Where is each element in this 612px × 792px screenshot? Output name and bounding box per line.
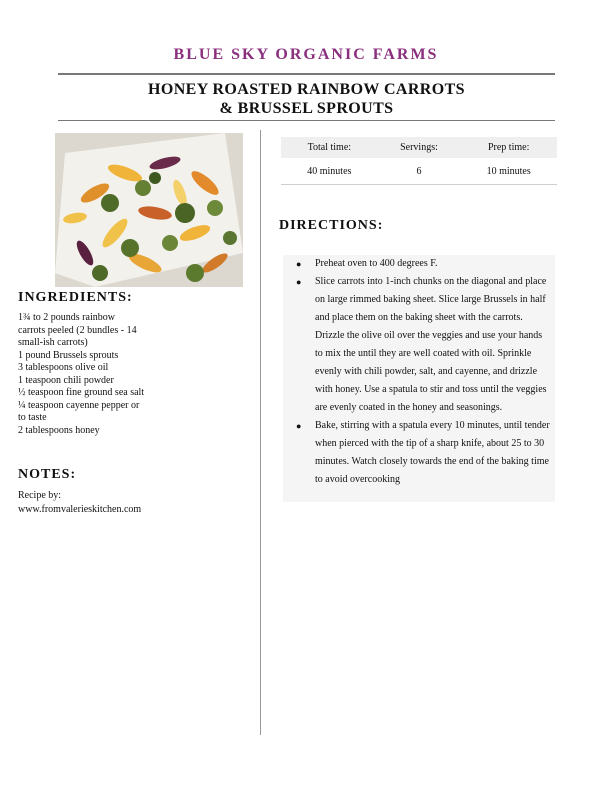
- roasted-vegetables-image: [55, 133, 243, 287]
- header-top-rule: [58, 73, 555, 75]
- ingredient-line: 1 pound Brussels sprouts: [18, 349, 119, 361]
- recipe-title-line-1: HONEY ROASTED RAINBOW CARROTS: [148, 81, 465, 98]
- ingredient-line: small-ish carrots): [18, 337, 88, 348]
- notes-source-url: www.fromvalerieskitchen.com: [18, 503, 142, 515]
- notes-heading: NOTES:: [18, 467, 77, 482]
- ingredient-line: to taste: [18, 412, 47, 423]
- total-time-label: Total time:: [281, 137, 378, 158]
- roasted-vegetables-photo: [55, 133, 243, 287]
- recipe-title-line-2: & BRUSSEL SPROUTS: [219, 100, 394, 117]
- ingredient-line: ½ teaspoon fine ground sea salt: [18, 387, 145, 398]
- directions-heading: DIRECTIONS:: [279, 218, 384, 233]
- meta-header-row: [281, 137, 557, 158]
- direction-step: [283, 273, 555, 417]
- ingredients-list: [18, 312, 168, 437]
- ingredient-line: 1¾ to 2 pounds rainbow: [18, 312, 115, 323]
- ingredient-line: ¼ teaspoon cayenne pepper or: [18, 399, 140, 411]
- notes-line: Recipe by:: [18, 490, 62, 501]
- direction-step-text: Slice carrots into 1-inch chunks on the diagonal and place on large rimmed baking sheet. Slice large Brussels in half and place them on the baking sheet with the carrots. Drizzle the olive oil over the veggies and use your hands to mix the until they are well coated with oil. Sprinkle evenly with chili powder, salt, and cayenne, and drizzle with honey. Use a spatula to stir and toss until the veggies are evenly coated in the honey and seasonings.: [315, 276, 547, 413]
- ingredient-line: 2 tablespoons honey: [18, 424, 100, 436]
- column-divider: [260, 130, 261, 735]
- directions-list: [283, 255, 555, 502]
- bullet-icon: ●: [296, 259, 302, 269]
- header-bottom-rule: [58, 120, 555, 121]
- servings-value: 6: [378, 158, 461, 185]
- meta-value-row: [281, 158, 557, 185]
- prep-time-label: Prep time:: [460, 137, 557, 158]
- bullet-icon: ●: [296, 421, 302, 431]
- total-time-value: 40 minutes: [281, 158, 378, 185]
- recipe-title: [58, 80, 555, 118]
- direction-step: [283, 417, 555, 489]
- prep-time-value: 10 minutes: [460, 158, 557, 185]
- direction-step-text: Bake, stirring with a spatula every 10 minutes, until tender when pierced with the tip of a sharp knife, about 25 to 30 minutes. Watch closely towards the end of the baking time to avoid overcooking: [315, 420, 550, 485]
- notes-body: [18, 489, 218, 516]
- ingredients-heading: INGREDIENTS:: [18, 290, 133, 305]
- recipe-meta-table: [281, 137, 557, 185]
- ingredient-line: carrots peeled (2 bundles - 14: [18, 324, 137, 336]
- brand-name: BLUE SKY ORGANIC FARMS: [173, 46, 439, 63]
- ingredient-line: 1 teaspoon chili powder: [18, 374, 114, 386]
- direction-step: [283, 255, 555, 273]
- ingredient-line: 3 tablespoons olive oil: [18, 362, 109, 373]
- direction-step-text: Preheat oven to 400 degrees F.: [315, 258, 438, 269]
- bullet-icon: ●: [296, 277, 302, 287]
- servings-label: Servings:: [378, 137, 461, 158]
